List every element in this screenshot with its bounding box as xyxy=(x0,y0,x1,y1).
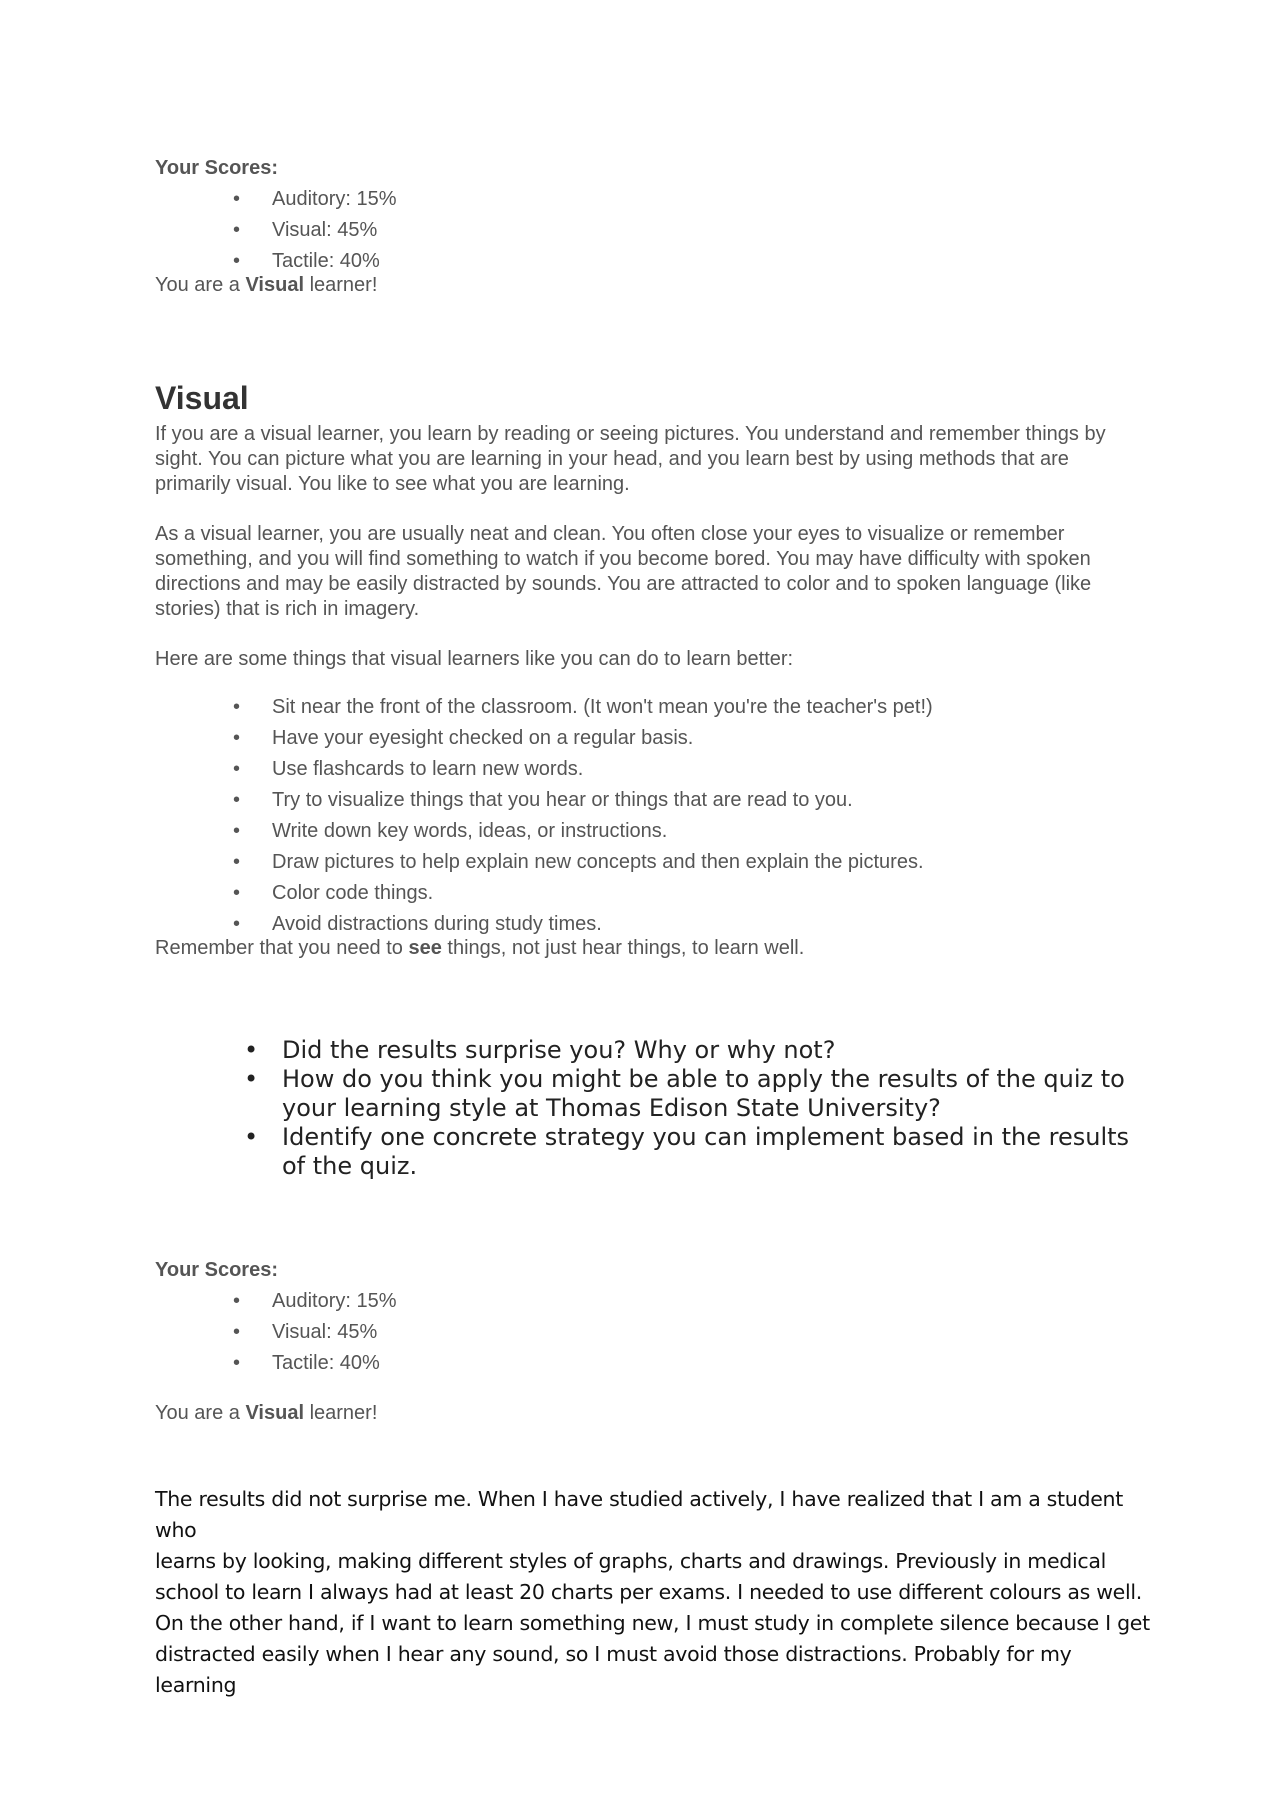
list-item: • Auditory: 15% xyxy=(155,1286,1135,1317)
scores-list xyxy=(155,184,1135,277)
list-item: • Draw pictures to help explain new concepts and then explain the pictures. xyxy=(155,847,1135,878)
scores-heading: Your Scores: xyxy=(155,1259,278,1281)
bullet-icon: • xyxy=(244,1065,259,1093)
paragraph: As a visual learner, you are usually neat and clean. You often close your eyes to visualize or remember something, and you will find something to watch if you become bored. You may have difficulty with spoken directions and may be easily distracted by sounds. You are attracted to color and to spoken language (like stories) that is rich in imagery. xyxy=(155,523,1092,620)
bullet-icon: • xyxy=(233,696,241,718)
bullet-icon: • xyxy=(233,789,241,811)
list-item: • Have your eyesight checked on a regular basis. xyxy=(155,723,1135,754)
scores-section-1 xyxy=(155,156,1135,297)
list-item: • How do you think you might be able to apply the results of the quiz to your learning style at Thomas Edison State University? xyxy=(244,1065,1125,1122)
list-item: • Use flashcards to learn new words. xyxy=(155,754,1135,785)
scores-heading: Your Scores: xyxy=(155,157,278,179)
bullet-icon: • xyxy=(233,219,241,241)
bullet-icon: • xyxy=(233,820,241,842)
learner-result: You are a Visual learner! xyxy=(155,1402,378,1424)
list-item: • Tactile: 40% xyxy=(155,246,1135,277)
list-item: • Write down key words, ideas, or instructions. xyxy=(155,816,1135,847)
bullet-icon: • xyxy=(244,1036,259,1064)
answer-line: learns by looking, making different styles of graphs, charts and drawings. Previously in medical xyxy=(155,1549,1106,1573)
paragraph: Here are some things that visual learners like you can do to learn better: xyxy=(155,648,794,670)
bullet-icon: • xyxy=(233,851,241,873)
reflection-questions xyxy=(155,1036,1135,1181)
list-item: • Try to visualize things that you hear or things that are read to you. xyxy=(155,785,1135,816)
answer-line: distracted easily when I hear any sound, so I must avoid those distractions. Probably for my learning xyxy=(155,1642,1072,1697)
answer-line: The results did not surprise me. When I have studied actively, I have realized that I am a student who xyxy=(155,1487,1123,1542)
list-item: • Color code things. xyxy=(155,878,1135,909)
questions-list xyxy=(155,1036,1135,1181)
list-item: • Identify one concrete strategy you can implement based in the results of the quiz. xyxy=(244,1123,1130,1180)
bullet-icon: • xyxy=(233,1352,241,1374)
bullet-icon: • xyxy=(233,758,241,780)
list-item: • Visual: 45% xyxy=(155,1317,1135,1348)
visual-section xyxy=(155,378,1135,960)
bullet-icon: • xyxy=(233,882,241,904)
bullet-icon: • xyxy=(233,913,241,935)
list-item: • Did the results surprise you? Why or why not? xyxy=(244,1036,836,1064)
list-item: • Avoid distractions during study times. xyxy=(155,909,1135,940)
list-item: • Auditory: 15% xyxy=(155,184,1135,215)
bullet-icon: • xyxy=(233,1290,241,1312)
learner-result: You are a Visual learner! xyxy=(155,274,378,296)
answer-line: school to learn I always had at least 20 charts per exams. I needed to use different colours as well. xyxy=(155,1580,1142,1604)
bullet-icon: • xyxy=(244,1123,259,1151)
remember-note: Remember that you need to see things, not just hear things, to learn well. xyxy=(155,937,805,959)
paragraph: If you are a visual learner, you learn by reading or seeing pictures. You understand and remember things by sight. You can picture what you are learning in your head, and you learn best by using methods that are primarily visual. You like to see what you are learning. xyxy=(155,423,1106,495)
tips-list xyxy=(155,692,1135,940)
bullet-icon: • xyxy=(233,188,241,210)
bullet-icon: • xyxy=(233,250,241,272)
answer-line: On the other hand, if I want to learn something new, I must study in complete silence because I get xyxy=(155,1611,1150,1635)
bullet-icon: • xyxy=(233,1321,241,1343)
answer-section xyxy=(155,1484,1155,1701)
list-item: • Tactile: 40% xyxy=(155,1348,1135,1379)
section-heading: Visual xyxy=(155,380,249,416)
list-item: • Visual: 45% xyxy=(155,215,1135,246)
scores-section-2 xyxy=(155,1258,1135,1425)
list-item: • Sit near the front of the classroom. (It won't mean you're the teacher's pet!) xyxy=(155,692,1135,723)
scores-list xyxy=(155,1286,1135,1379)
bullet-icon: • xyxy=(233,727,241,749)
